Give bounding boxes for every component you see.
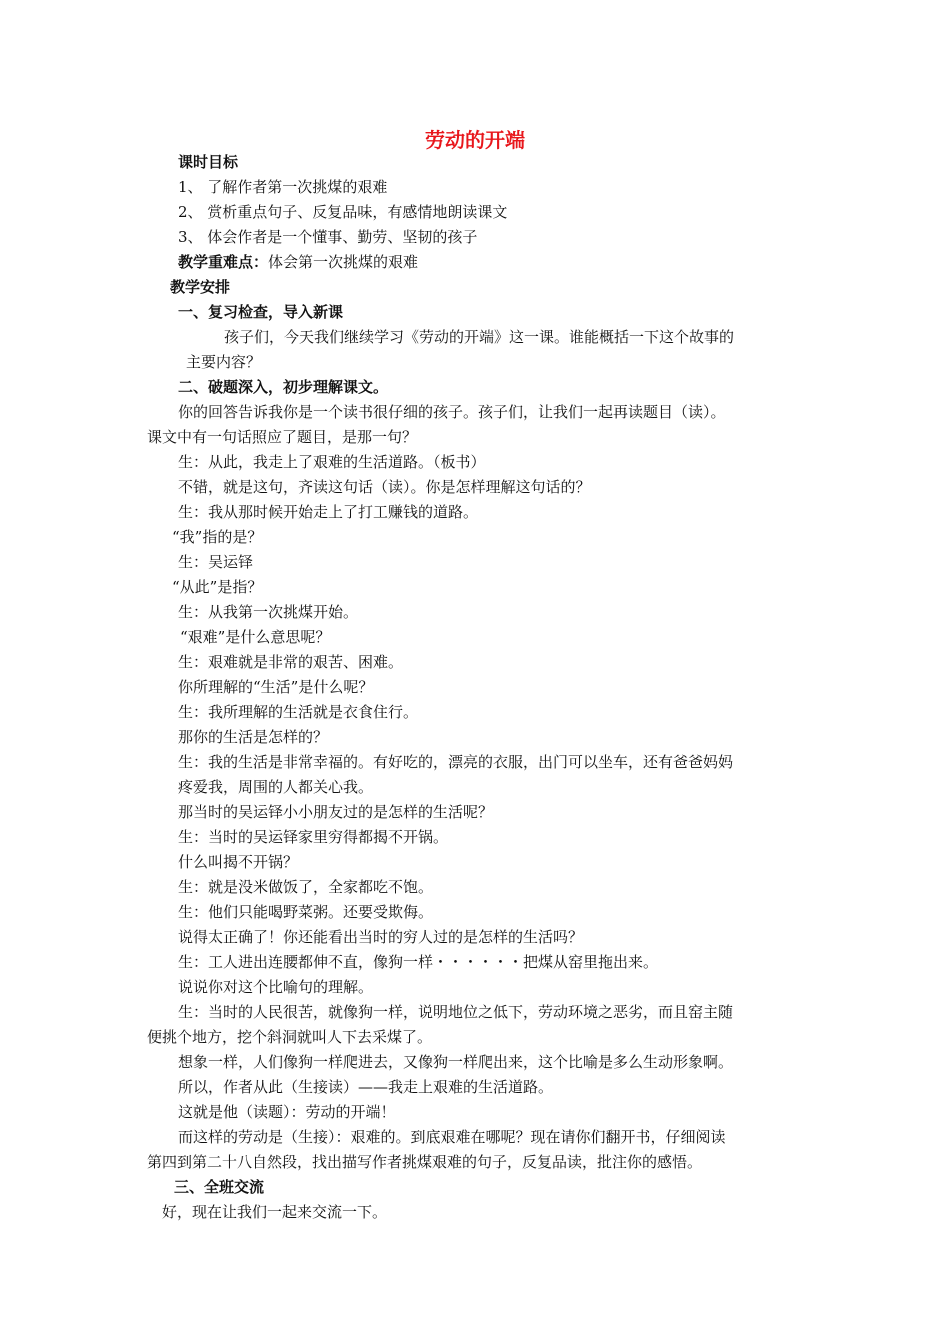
paragraph-line: “从此”是指？ [172,578,263,596]
key-points [178,252,418,272]
paragraph-line: 生：从我第一次挑煤开始。 [178,603,359,621]
section3-heading: 三、全班交流 [174,1178,265,1196]
paragraph-line: 生：当时的吴运铎家里穷得都揭不开锅。 [178,828,449,846]
paragraph-line: 生：吴运铎 [178,553,254,571]
arrangement-heading: 教学安排 [170,278,231,296]
paragraph-line: 什么叫揭不开锅？ [178,853,299,871]
paragraph-line: 第四到第二十八自然段，找出描写作者挑煤艰难的句子，反复品读，批注你的感悟。 [147,1153,703,1171]
paragraph-line: 生：从此，我走上了艰难的生活道路。（板书） [178,453,486,471]
paragraph-line: 你所理解的“生活”是什么呢？ [178,678,374,696]
paragraph-line: 生：我所理解的生活就是衣食住行。 [178,703,419,721]
paragraph-line: 便挑个地方，挖个斜洞就叫人下去采煤了。 [147,1028,433,1046]
paragraph-line: “艰难”是什么意思呢？ [180,628,331,646]
paragraph-line: 你的回答告诉我你是一个读书很仔细的孩子。孩子们，让我们一起再读题目（读）。 [178,403,726,421]
paragraph-line: 孩子们，今天我们继续学习《劳动的开端》这一课。谁能概括一下这个故事的 [224,328,735,346]
goal-item: 3、 体会作者是一个懂事、勤劳、坚韧的孩子 [178,228,478,246]
paragraph-line: 说说你对这个比喻句的理解。 [178,978,374,996]
paragraph-line: 那当时的吴运铎小小朋友过的是怎样的生活呢？ [178,803,494,821]
goals-heading: 课时目标 [178,153,239,171]
paragraph-line: 那你的生活是怎样的？ [178,728,329,746]
goal-item: 1、 了解作者第一次挑煤的艰难 [178,178,388,196]
paragraph-line: 生：就是没米做饭了，全家都吃不饱。 [178,878,434,896]
paragraph-line: 生：当时的人民很苦，就像狗一样，说明地位之低下，劳动环境之恶劣，而且窑主随 [178,1003,734,1021]
paragraph-line: 想象一样，人们像狗一样爬进去，又像狗一样爬出来，这个比喻是多么生动形象啊。 [178,1053,734,1071]
paragraph-line: 课文中有一句话照应了题目，是那一句？ [147,428,418,446]
paragraph-line: 生：工人进出连腰都伸不直，像狗一样・・・・・・把煤从窑里拖出来。 [178,953,659,971]
paragraph-line: 说得太正确了！你还能看出当时的穷人过的是怎样的生活吗？ [178,928,584,946]
paragraph-line: 好，现在让我们一起来交流一下。 [162,1203,388,1221]
document-title: 劳动的开端 [425,128,525,152]
paragraph-line: 生：我的生活是非常幸福的。有好吃的，漂亮的衣服，出门可以坐车，还有爸爸妈妈 [178,753,734,771]
paragraph-line: 所以，作者从此（生接读）——我走上艰难的生活道路。 [178,1078,554,1096]
key-points-text: 体会第一次挑煤的艰难 [268,253,419,271]
goal-item: 2、 赏析重点句子、反复品味，有感情地朗读课文 [178,203,508,221]
paragraph-line: 生：他们只能喝野菜粥。还要受欺侮。 [178,903,434,921]
key-points-label: 教学重难点： [178,253,269,271]
paragraph-line: 主要内容？ [186,353,262,371]
paragraph-line: 不错，就是这句，齐读这句话（读）。你是怎样理解这句话的？ [178,478,591,496]
paragraph-line: 这就是他（读题）：劳动的开端！ [178,1103,396,1121]
paragraph-line: 疼爱我，周围的人都关心我。 [178,778,374,796]
paragraph-line: 生：我从那时候开始走上了打工赚钱的道路。 [178,503,479,521]
paragraph-line: 而这样的劳动是（生接）：艰难的。到底艰难在哪呢？现在请你们翻开书，仔细阅读 [178,1128,726,1146]
section1-heading: 一、复习检查，导入新课 [178,303,344,321]
paragraph-line: 生：艰难就是非常的艰苦、困难。 [178,653,404,671]
paragraph-line: “我”指的是？ [172,528,263,546]
section2-heading: 二、破题深入，初步理解课文。 [178,378,389,396]
